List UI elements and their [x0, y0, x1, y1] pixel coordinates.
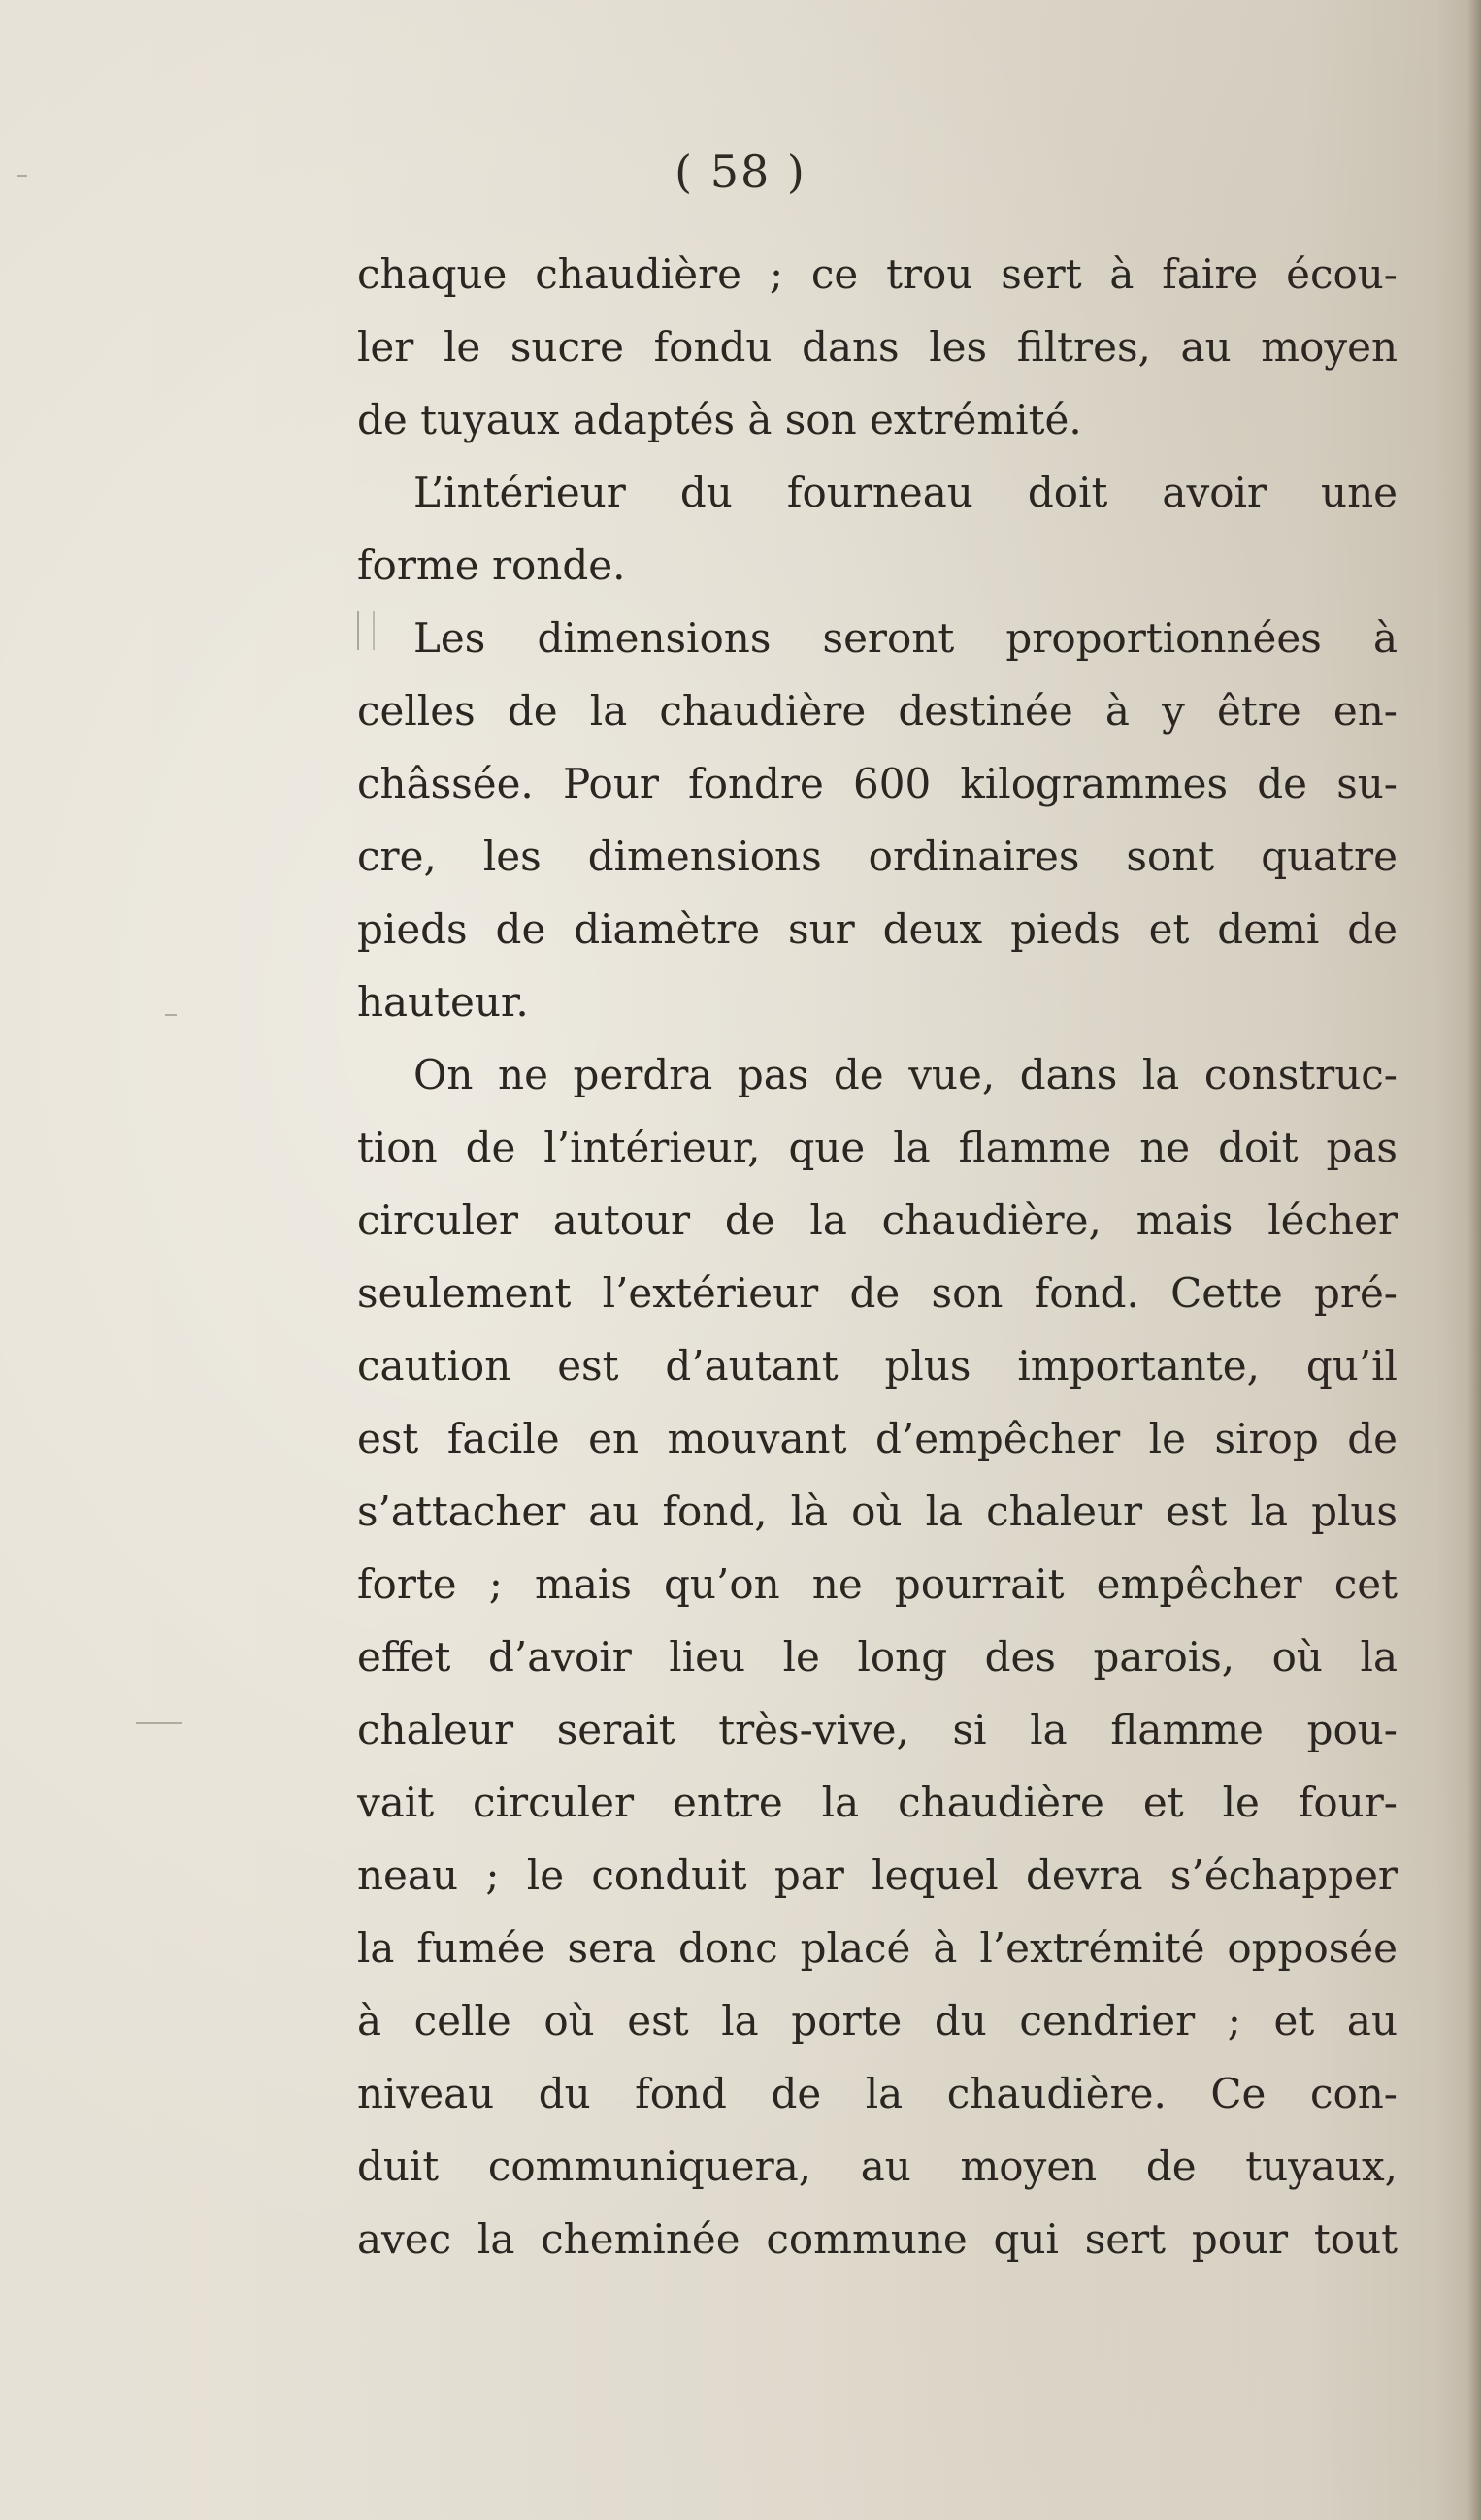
text-line: niveau du fond de la chaudière. Ce con-: [357, 2070, 1398, 2117]
text-line: caution est d’autant plus importante, qu’il: [357, 1342, 1398, 1390]
text-line: Les dimensions seront proportionnées à: [413, 614, 1398, 662]
text-line: cre, les dimensions ordinaires sont quatre: [357, 833, 1398, 880]
page-number: ( 58 ): [675, 146, 806, 198]
margin-tick: [165, 1014, 177, 1016]
text-line: à celle où est la porte du cendrier ; et au: [357, 1997, 1398, 2045]
body-text: [357, 238, 1398, 2275]
text-line: circuler autour de la chaudière, mais lécher: [357, 1196, 1398, 1244]
text-line: avec la cheminée commune qui sert pour tout: [357, 2215, 1398, 2263]
text-line: forte ; mais qu’on ne pourrait empêcher cet: [357, 1560, 1398, 1608]
text-line: forme ronde.: [357, 541, 626, 589]
text-line: neau ; le conduit par lequel devra s’échapper: [357, 1851, 1398, 1899]
text-line: hauteur.: [357, 978, 529, 1026]
text-line: On ne perdra pas de vue, dans la construc-: [413, 1051, 1398, 1098]
text-line: chaleur serait très-vive, si la flamme pou-: [357, 1706, 1398, 1753]
page-edge-shadow: [1467, 0, 1481, 2520]
text-line: ler le sucre fondu dans les filtres, au moyen: [357, 323, 1398, 371]
text-line: vait circuler entre la chaudière et le four-: [357, 1779, 1398, 1826]
text-line: celles de la chaudière destinée à y être en-: [357, 687, 1398, 735]
text-line: tion de l’intérieur, que la flamme ne doit pas: [357, 1124, 1398, 1171]
text-line: seulement l’extérieur de son fond. Cette pré-: [357, 1269, 1398, 1317]
text-line: L’intérieur du fourneau doit avoir une: [413, 469, 1398, 516]
text-line: est facile en mouvant d’empêcher le sirop de: [357, 1415, 1398, 1462]
margin-tick: [136, 1722, 182, 1724]
text-line: chaque chaudière ; ce trou sert à faire écou-: [357, 250, 1398, 298]
text-line: pieds de diamètre sur deux pieds et demi de: [357, 905, 1398, 953]
text-line: effet d’avoir lieu le long des parois, où la: [357, 1633, 1398, 1681]
text-line: la fumée sera donc placé à l’extrémité opposée: [357, 1924, 1398, 1972]
text-line: de tuyaux adaptés à son extrémité.: [357, 396, 1082, 443]
text-line: s’attacher au fond, là où la chaleur est la plus: [357, 1488, 1398, 1535]
text-line: châssée. Pour fondre 600 kilogrammes de su-: [357, 760, 1398, 807]
text-line: duit communiquera, au moyen de tuyaux,: [357, 2143, 1398, 2190]
